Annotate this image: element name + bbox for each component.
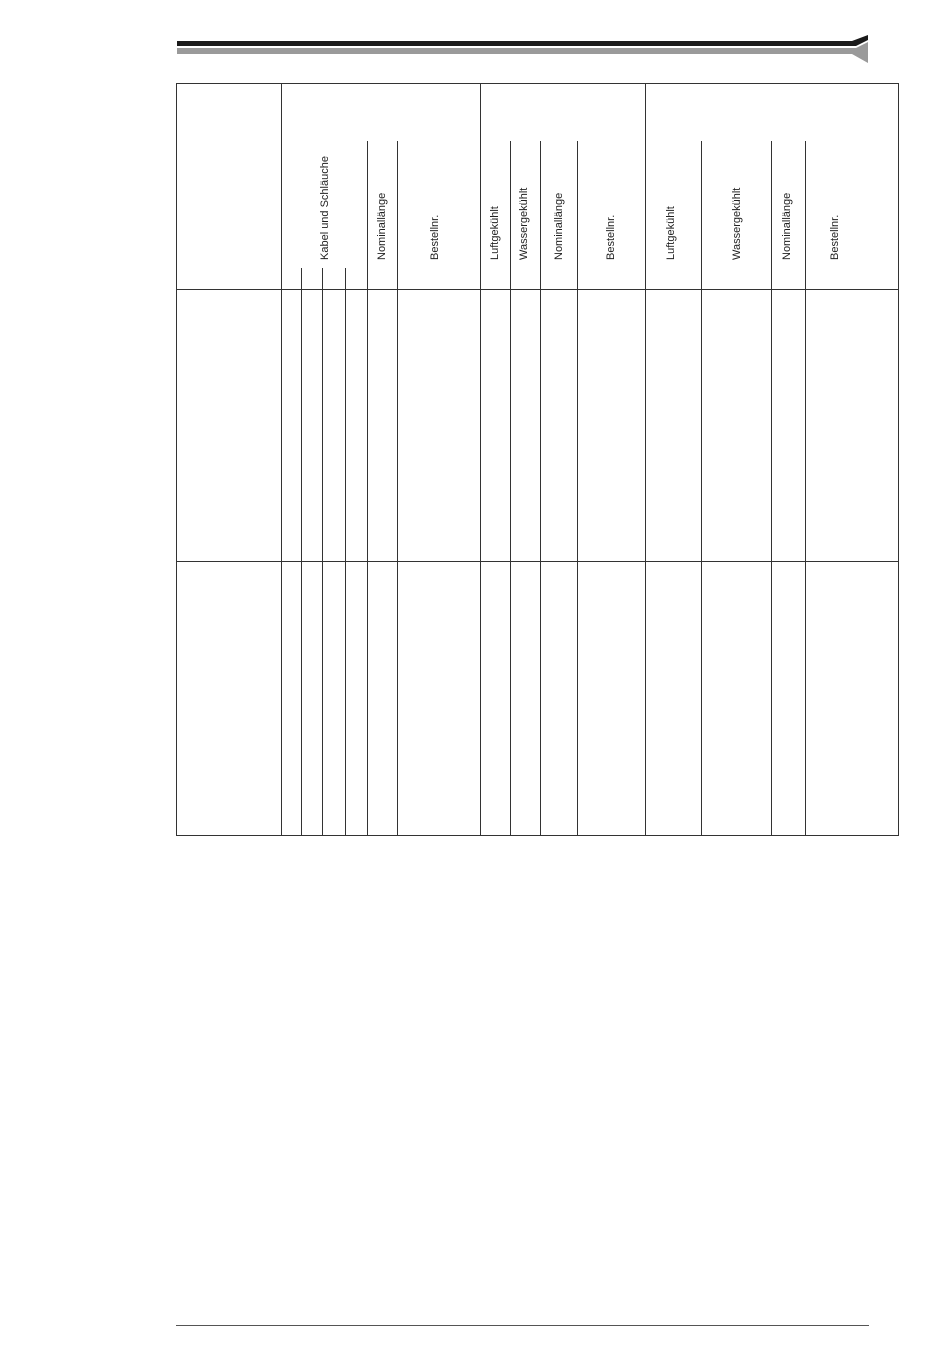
header-group2-bestellnr: Bestellnr.	[605, 214, 617, 260]
header-group2-nominallaenge: Nominallänge	[553, 192, 565, 260]
header-group3-nominallaenge: Nominallänge	[781, 192, 793, 260]
header-group3-luftgekuehlt: Luftgekühlt	[665, 206, 677, 260]
header-kabel-und-schlaeuche: Kabel und Schläuche	[319, 156, 331, 260]
header-group3-wassergekuehlt: Wassergekühlt	[731, 187, 743, 260]
header-group2-luftgekuehlt: Luftgekühlt	[489, 206, 501, 260]
header-group2-wassergekuehlt: Wassergekühlt	[518, 187, 530, 260]
header-group3-bestellnr: Bestellnr.	[829, 214, 841, 260]
header-group1-nominallaenge: Nominallänge	[376, 192, 388, 260]
header-group1-bestellnr: Bestellnr.	[429, 214, 441, 260]
footer-rule	[176, 1325, 869, 1326]
